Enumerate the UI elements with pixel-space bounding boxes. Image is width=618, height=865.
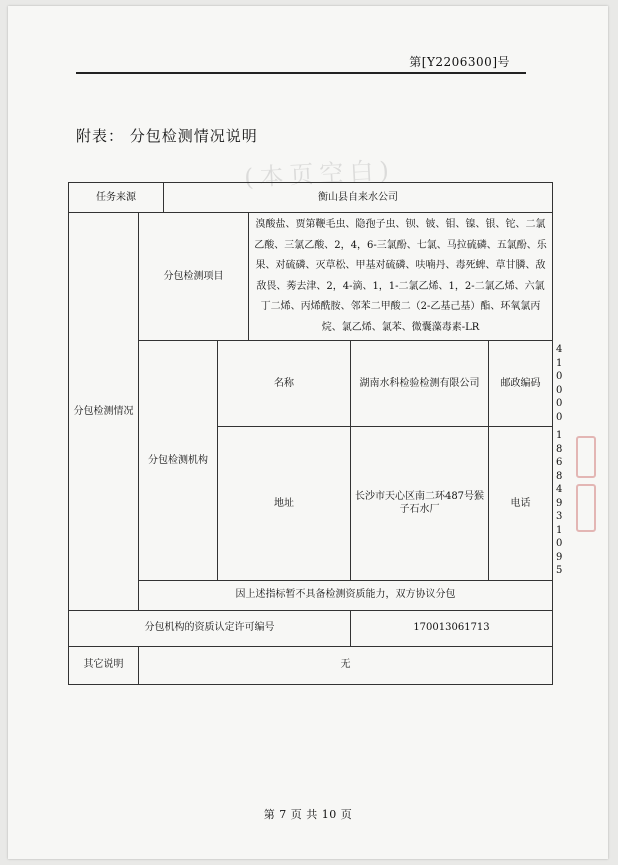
page-number: 第 7 页 共 10 页: [263, 808, 353, 821]
license-label: 分包机构的资质认定许可编号: [69, 610, 351, 646]
subcontract-label: 分包检测情况: [69, 213, 139, 611]
document-page: [8, 6, 608, 859]
name-label: 名称: [218, 341, 351, 427]
blank-page-watermark: (本页空白): [243, 156, 396, 192]
report-number: 第[Y2206300]号: [409, 55, 510, 69]
postcode-label: 邮政编码: [489, 341, 553, 427]
items-value: 溴酸盐、贾第鞭毛虫、隐孢子虫、钡、铍、钼、镍、银、铊、二氯乙酸、三氯乙酸、2，4，6-三氯酚、七氯、马拉硫磷、五氯酚、乐果、对硫磷、灭草松、甲基对硫磷、呋喃丹、毒死蜱、草甘膦、敌敌畏、莠去津、2，4-滴、1，1-二氯乙烯、1，2-二氯乙烯、六氯丁二烯、丙烯酰胺、邻苯二甲酸二（2-乙基己基）酯、环氧氯丙烷、氯乙烯、氯苯、微囊藻毒素-LR: [249, 213, 553, 341]
license-value: 170013061713: [351, 610, 553, 646]
header-rule: [76, 72, 526, 74]
items-label: 分包检测项目: [139, 213, 249, 341]
name-value: 湖南水科检验检测有限公司: [351, 341, 489, 427]
task-source-label: 任务来源: [69, 183, 164, 213]
subcontract-reason: 因上述指标暂不具备检测资质能力，双方协议分包: [139, 580, 553, 610]
task-source-value: 衡山县自来水公司: [164, 183, 553, 213]
address-label: 地址: [218, 427, 351, 581]
seal-fragment-2: [576, 484, 596, 532]
other-value: 无: [139, 646, 553, 684]
address-value: 长沙市天心区南二环487号猴子石水厂: [351, 427, 489, 581]
phone-label: 电话: [489, 427, 553, 581]
appendix-title: 附表： 分包检测情况说明: [76, 127, 258, 145]
seal-fragment-1: [576, 436, 596, 478]
subcontract-table: 任务来源 衡山县自来水公司 分包检测情况 分包检测项目 溴酸盐、贾第鞭毛虫、隐孢子虫、钡、铍、钼、镍、银、铊、二氯乙酸、三氯乙酸、2，4，6-三氯酚、七氯、马拉硫磷、五氯酚、乐果、对硫磷、灭草松、甲基对硫磷、呋喃丹、毒死蜱、草甘膦、敌敌畏、莠去津、2，4-滴、1，1-二氯乙烯、1，2-二氯乙烯、六氯丁二烯、丙烯酰胺、邻苯二甲酸二（2-乙基己基）酯、环氧氯丙烷、氯乙烯、氯苯、微囊藻毒素-LR 分包检测机构 名称 湖南水科检验检测有限公司 邮政编码 410000 地址 长沙市天心区南二环487号猴子石水厂 电话 18684931095 因上述指标暂不具备检测资质能力，双方协议分包 分包机构的资质认定许可编号 170013061713 其它说明 无: [68, 182, 553, 685]
agency-label: 分包检测机构: [139, 341, 218, 581]
other-label: 其它说明: [69, 646, 139, 684]
